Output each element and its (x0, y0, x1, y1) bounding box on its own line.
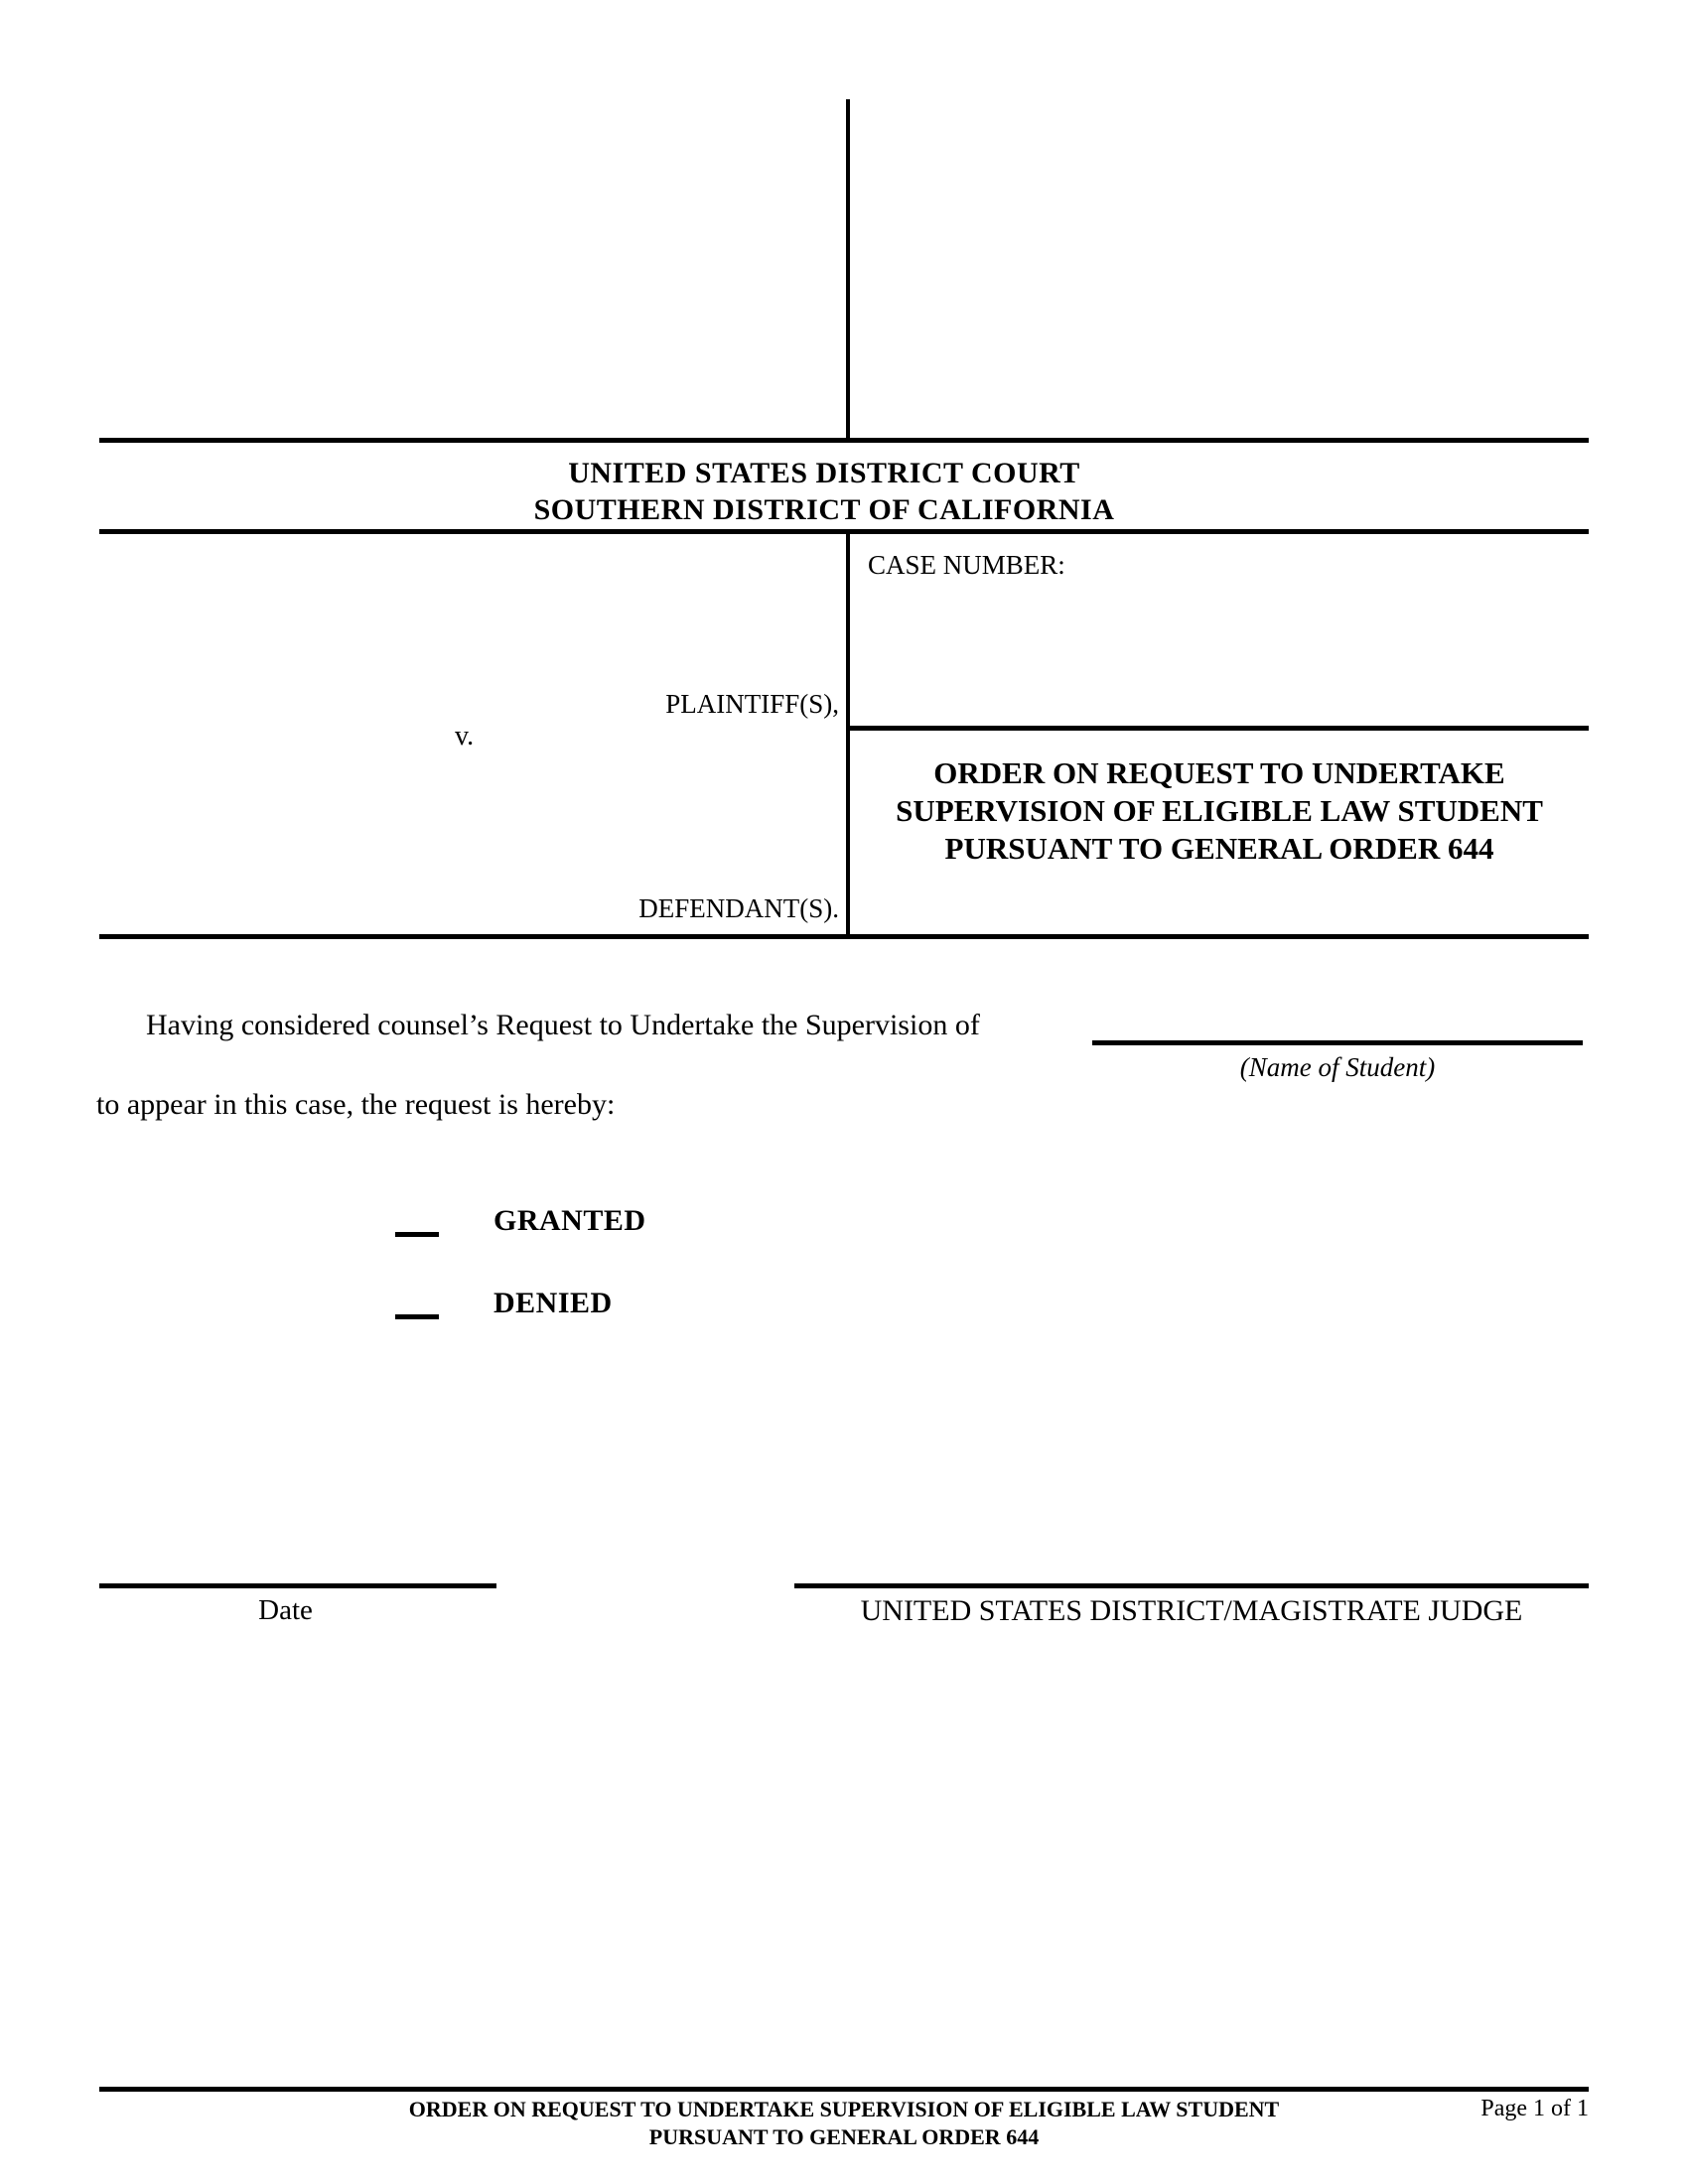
caption-column-divider (846, 534, 850, 935)
denied-check-blank[interactable] (395, 1290, 439, 1319)
footer-rule (99, 2087, 1589, 2092)
party-names-field[interactable] (103, 538, 391, 931)
date-label: Date (258, 1594, 313, 1626)
header-rule-bottom (99, 529, 1589, 534)
case-number-field[interactable] (852, 586, 1587, 723)
body-paragraph-line2: to appear in this case, the request is hereby: (96, 1088, 616, 1121)
case-number-label: CASE NUMBER: (868, 550, 1065, 580)
caption-top-center-divider (846, 99, 850, 440)
body-paragraph-line1: Having considered counsel’s Request to Undertake the Supervision of (146, 1009, 980, 1041)
denied-label: DENIED (493, 1287, 613, 1319)
district-name: SOUTHERN DISTRICT OF CALIFORNIA (533, 493, 1115, 526)
plaintiff-label: PLAINTIFF(S), (665, 689, 839, 719)
caption-right-cell-divider (846, 726, 1589, 731)
caption-rule-bottom (99, 934, 1589, 939)
order-title: ORDER ON REQUEST TO UNDERTAKE SUPERVISION OF ELIGIBLE LAW STUDENT PURSUANT TO GENERAL ORDER 644 (896, 755, 1543, 866)
page-number: Page 1 of 1 (1480, 2096, 1589, 2121)
granted-label: GRANTED (493, 1204, 646, 1237)
date-signature-line[interactable] (99, 1583, 496, 1588)
court-header (99, 455, 1549, 528)
footer-title-line1: ORDER ON REQUEST TO UNDERTAKE SUPERVISION OF ELIGIBLE LAW STUDENT (408, 2097, 1280, 2121)
judge-label: UNITED STATES DISTRICT/MAGISTRATE JUDGE (860, 1594, 1523, 1627)
footer-title (248, 2096, 1440, 2151)
versus-label: v. (455, 721, 475, 751)
defendant-label: DEFENDANT(S). (638, 893, 839, 923)
court-name: UNITED STATES DISTRICT COURT (568, 457, 1080, 489)
granted-check-blank[interactable] (395, 1207, 439, 1237)
judge-signature-line[interactable] (794, 1583, 1589, 1588)
header-rule-top (99, 438, 1589, 443)
name-of-student-caption: (Name of Student) (1239, 1052, 1436, 1082)
footer-title-line2: PURSUANT TO GENERAL ORDER 644 (648, 2124, 1040, 2149)
name-of-student-blank[interactable] (1092, 1013, 1583, 1045)
